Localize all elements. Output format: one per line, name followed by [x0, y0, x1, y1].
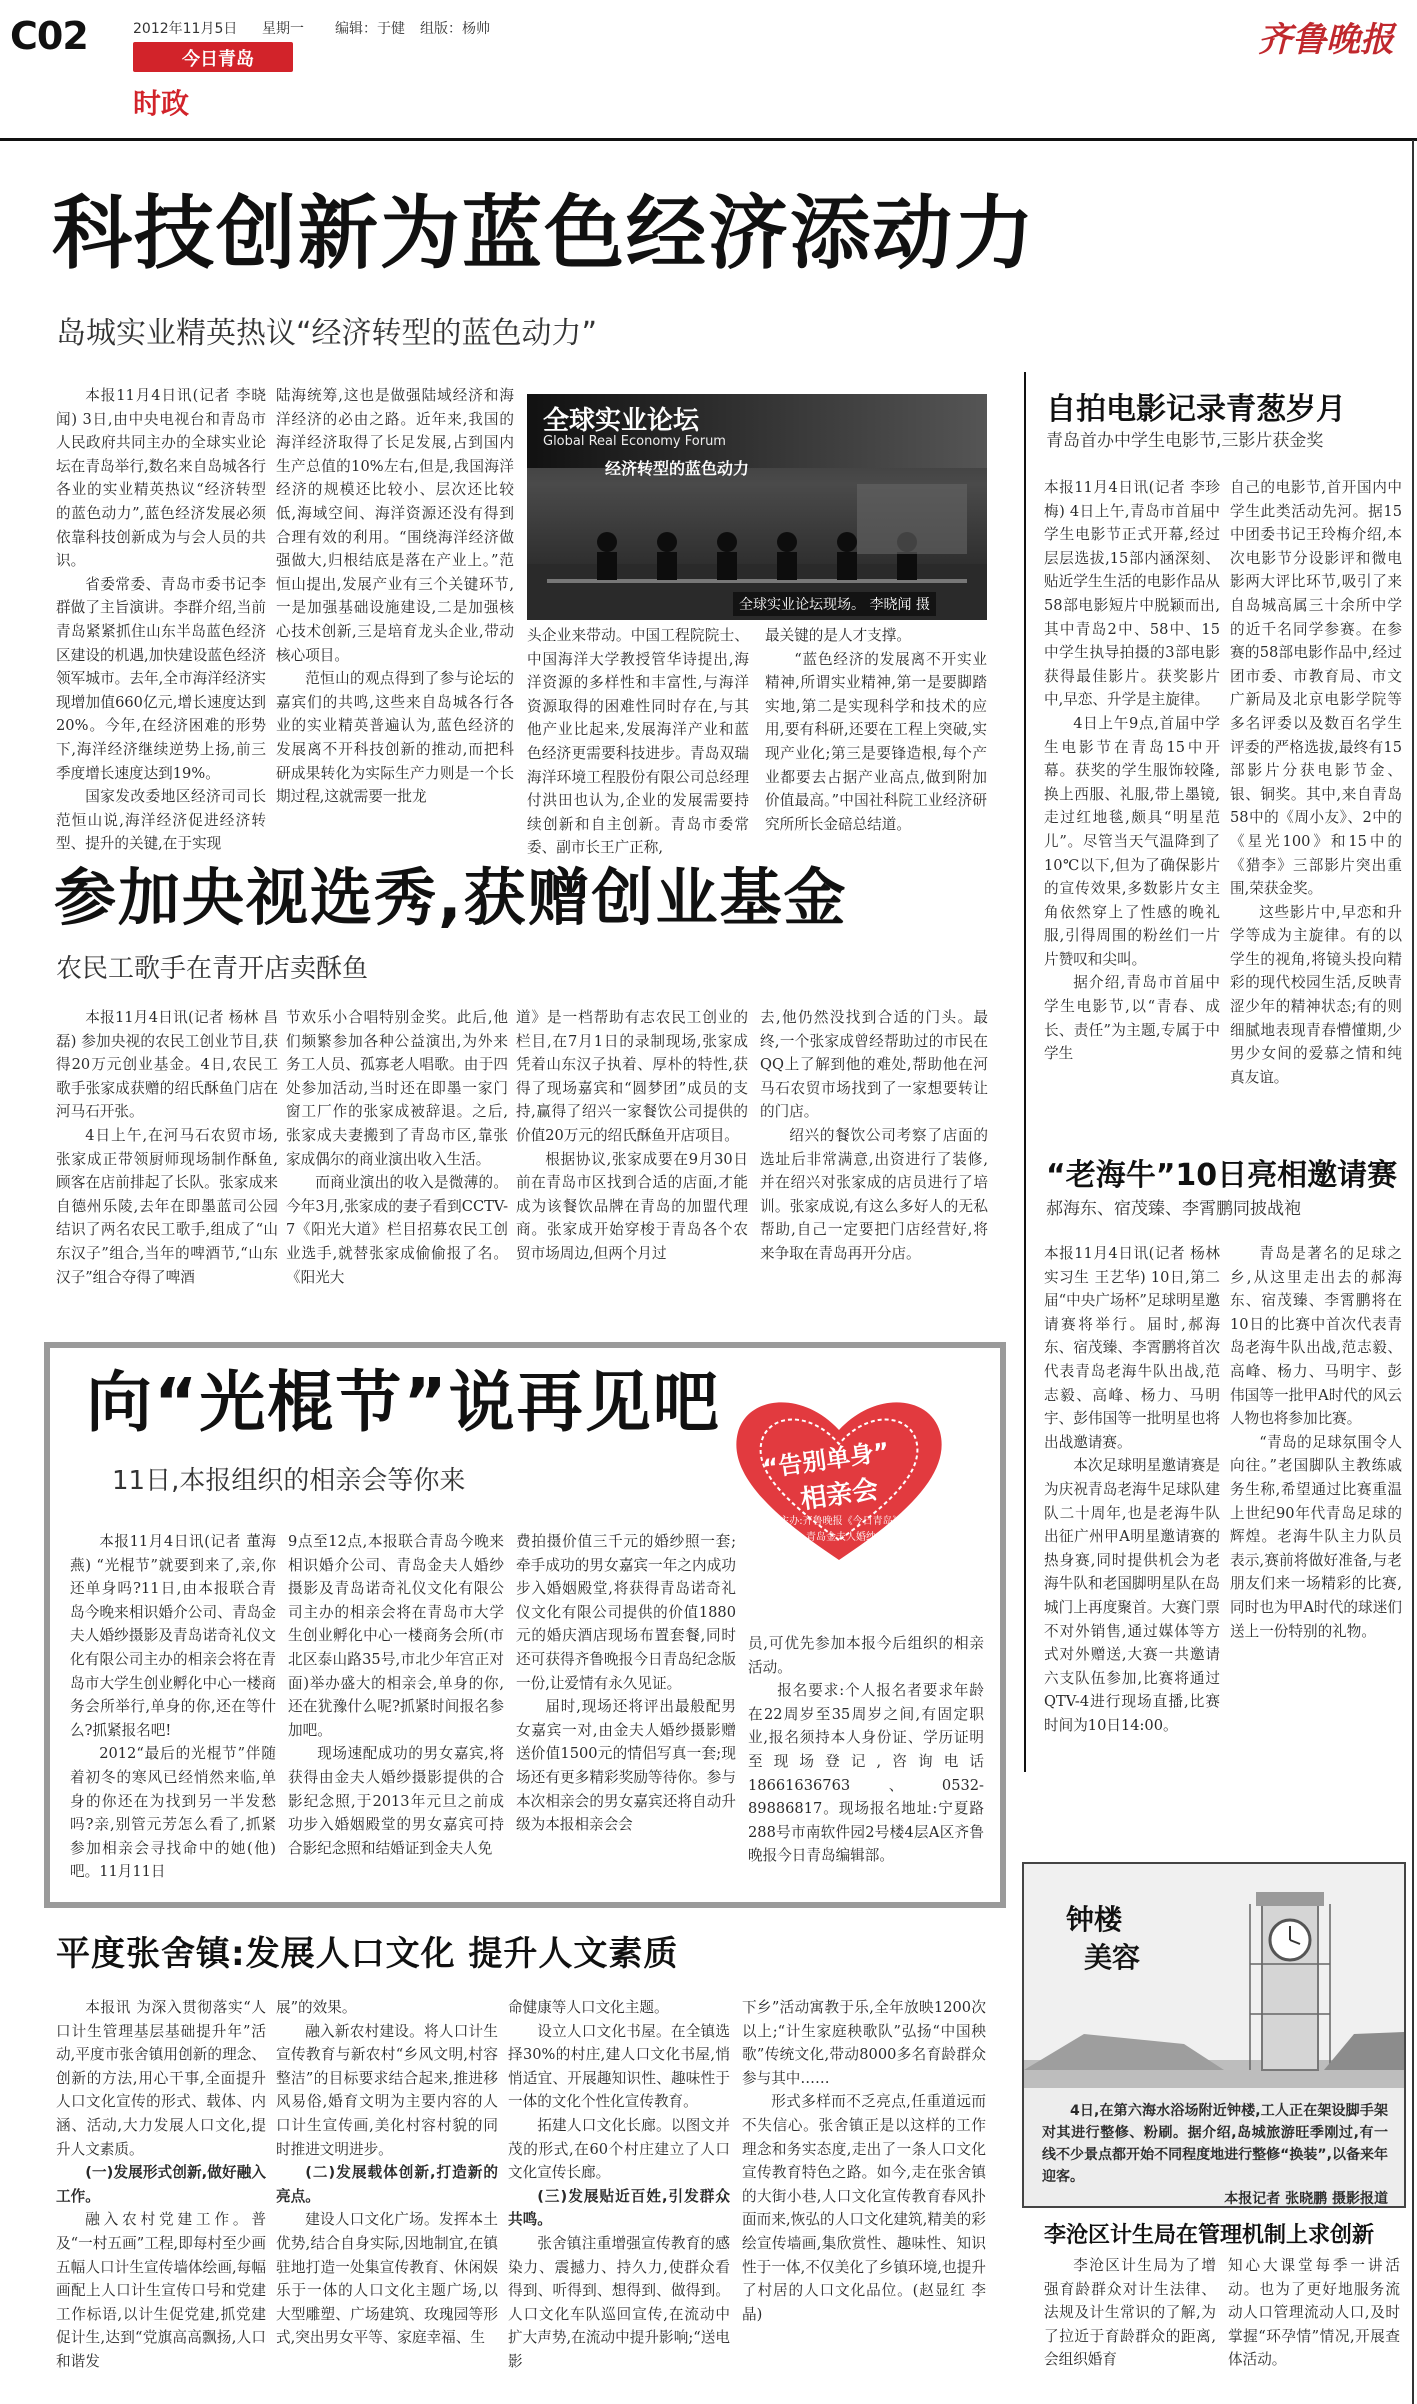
stamp-organizer: 主办:齐鲁晚报《今日青岛》	[779, 1516, 903, 1527]
lead-paragraph: “蓝色经济的发展离不开实业精神,所谓实业精神,第一是要脚踏实地,第二是实现科学和技术的应用,要有科研,还要在工程上突破,实现产业化;第三是要锋造根,每个产业都要去占据产业高点,做到附加价值最高。”中国社科院工业经济研究所所长金碚总结道。	[765, 650, 987, 833]
fourth-paragraph: 下乡”活动寓教于乐,全年放映1200次以上;“计生家庭秧歌队”弘扬“中国秧歌”传统文化,带动8000多名育龄群众参与其中……	[742, 1999, 986, 2087]
licang-paragraph: 知心大课堂每季一讲活动。也为了更好地服务流动人口管理流动人口,及时掌握“环孕情”情况,开展查体活动。	[1228, 2257, 1400, 2369]
photo-box-title-2: 美容	[1084, 1941, 1141, 1974]
category-label: 时政	[133, 87, 190, 120]
licang-column-1	[1044, 2254, 1216, 2400]
fourth-paragraph: 展”的效果。	[276, 1999, 357, 2016]
lead-column-3	[527, 624, 749, 857]
lead-headline: 科技创新为蓝色经济添动力	[52, 187, 1036, 280]
second-paragraph: 本报11月4日讯(记者 杨林 昌磊) 参加央视的农民工创业节目,获得20万元创业基金。4日,农民工歌手张家成获赠的绍氏酥鱼门店在河马石开张。	[56, 1009, 278, 1121]
third-paragraph: 2012“最后的光棍节”伴随着初冬的寒风已经悄然来临,单身的你还在为找到另一半发愁吗?亲,别管元芳怎么看了,抓紧参加相亲会寻找命中的她(他)吧。11月11日	[70, 1745, 276, 1881]
fourth-column-4	[742, 1996, 986, 2400]
third-headline: 向“光棍节”说再见吧	[86, 1364, 721, 1441]
film-column-1	[1044, 476, 1220, 1168]
forum-banner-title: 全球实业论坛	[543, 406, 700, 436]
paper-logo: 齐鲁晚报	[1258, 20, 1394, 60]
fourth-column-1	[56, 1996, 266, 2400]
fourth-subhead: (三)发展贴近百姓,引发群众共鸣。	[508, 2187, 730, 2229]
page-right-border	[1412, 140, 1414, 2404]
lead-paragraph: 最关键的是人才支撑。	[765, 627, 911, 644]
second-subhead: 农民工歌手在青开店卖酥鱼	[56, 954, 369, 984]
film-paragraph: 4日上午9点,首届中学生电影节在青岛15中开幕。获奖的学生服饰较隆,换上西服、礼服,带上墨镜,走过红地毯,颇具“明星范儿”。尽管当天气温降到了10℃以下,但为了确保影片的宣传效果,多数影片女主角依然穿上了性感的晚礼服,引得周围的粉丝们一片片赞叹和尖叫。	[1044, 714, 1220, 968]
fourth-column-2	[276, 1996, 498, 2400]
second-column-2	[286, 1006, 508, 1322]
page-weekday: 星期一	[262, 21, 304, 37]
masthead-rule	[0, 138, 1417, 141]
fourth-paragraph: 本报讯 为深入贯彻落实“人口计生管理基层基础提升年”活动,平度市张舍镇用创新的理念、创新的方法,用心干事,全面提升人口文化宣传的形式、载体、内涵、活动,大力发展人口文化,提升人文素质。	[56, 1999, 266, 2158]
lead-paragraph: 国家发改委地区经济司司长范恒山说,海洋经济促进经济转型、提升的关键,在于实现	[56, 788, 266, 853]
second-paragraph: 去,他仍然没找到合适的门头。最终,一个张家成曾经帮助过的市民在QQ上了解到他的难处,帮助他在河马石农贸市场找到了一家想要转让的门店。	[760, 1009, 988, 1121]
fourth-subhead: (二)发展载体创新,打造新的亮点。	[276, 2164, 498, 2205]
stamp-title-2: 相亲会	[798, 1474, 881, 1516]
lead-subhead: 岛城实业精英热议“经济转型的蓝色动力”	[56, 316, 598, 351]
page-date: 2012年11月5日	[133, 21, 238, 37]
lead-paragraph: 头企业来带动。中国工程院院士、中国海洋大学教授管华诗提出,海洋资源的多样性和丰富性,与海洋资源取得的困难性同时存在,与其他产业比起来,发展海洋产业和蓝色经济更需要科技进步。青岛双瑞海洋环境工程股份有限公司总经理付洪田也认为,企业的发展需要持续创新和自主创新。青岛市委常委、副市长王广正称,	[527, 627, 749, 857]
football-paragraph: “青岛的足球氛围令人向往。”老国脚队主教练戚务生称,希望通过比赛重温上世纪90年代青岛足球的辉煌。老海牛队主力队员表示,赛前将做好准备,与老朋友们来一场精彩的比赛,同时也为甲A时代的球迷们送上一份特别的礼物。	[1230, 1433, 1402, 1640]
third-subhead: 11日,本报组织的相亲会等你来	[112, 1466, 466, 1496]
third-paragraph: 报名要求:个人报名者要求年龄在22周岁至35周岁之间,有固定职业,报名须持本人身份证、学历证明至现场登记,咨询电话18661636763、0532-89886817。现场报名地址:宁夏路288号市南软件园2号楼4层A区齐鲁晚报今日青岛编辑部。	[748, 1682, 984, 1865]
lead-column-4	[765, 624, 987, 833]
film-column-2	[1230, 476, 1402, 1168]
fourth-paragraph: 建设人口文化广场。发挥本土优势,结合自身实际,因地制宜,在镇驻地打造一处集宣传教育、休闲娱乐于一体的人口文化主题广场,以大型雕塑、广场建筑、玫瑰园等形式,突出男女平等、家庭幸福、生	[276, 2211, 498, 2347]
lead-sidebar-divider	[1024, 372, 1026, 1772]
third-column-1	[70, 1530, 276, 1896]
stamp-sponsor: 青岛金夫人婚纱	[806, 1532, 876, 1543]
lead-paragraph: 本报11月4日讯(记者 李晓闻) 3日,由中央电视台和青岛市人民政府共同主办的全球实业论坛在青岛举行,数名来自岛城各行各业的实业精英热议“经济转型的蓝色动力”,蓝色经济发展必须依靠科技创新成为与会人员的共识。	[56, 387, 266, 570]
football-paragraph: 青岛是著名的足球之乡,从这里走出去的郝海东、宿茂臻、李霄鹏将在10日的比赛中首次代表青岛老海牛队出战,范志毅、高峰、杨力、马明宇、彭伟国等一批甲A时代的风云人物也将参加比赛。	[1230, 1245, 1402, 1428]
page-layout: 组版：杨帅	[420, 21, 490, 37]
second-column-3	[516, 1006, 748, 1322]
third-paragraph: 届时,现场还将评出最般配男女嘉宾一对,由金夫人婚纱摄影赠送价值1500元的情侣写真一套;现场还有更多精彩奖励等待你。参与本次相亲会的男女嘉宾还将自动升级为本报相亲会会	[516, 1698, 736, 1834]
third-paragraph: 9点至12点,本报联合青岛今晚来相识婚介公司、青岛金夫人婚纱摄影及青岛诺奇礼仪文化有限公司主办的相亲会将在青岛市大学生创业孵化中心一楼商务会所(市北区泰山路35号,市北少年宫正对面)举办盛大的相亲会,单身的你,还在犹豫什么呢?抓紧时间报名参加吧。	[288, 1533, 504, 1739]
second-headline: 参加央视选秀,获赠创业基金	[54, 861, 848, 934]
film-paragraph: 本报11月4日讯(记者 李珍梅) 4日上午,青岛市首届中学生电影节正式开幕,经过层层选拔,15部内涵深刻、贴近学生生活的电影作品从58部电影短片中脱颖而出,其中青岛2中、58中、15中学生执导拍摄的3部电影获得最佳影片。获奖影片中,早恋、升学是主旋律。	[1044, 479, 1220, 709]
fourth-subhead: (一)发展形式创新,做好融入工作。	[56, 2164, 266, 2205]
fourth-column-3	[508, 1996, 730, 2400]
fourth-paragraph: 融入农村党建工作。普及“一村五画”工程,即每村至少画五幅人口计生宣传墙体绘画,每幅画配上人口计生宣传口号和党建工作标语,以计生促党建,抓党建促计生,达到“党旗高高飘扬,人口和谐发	[56, 2211, 266, 2370]
fourth-paragraph: 融入新农村建设。将人口计生宣传教育与新农村“乡风文明,村容整洁”的目标要求结合起来,推进移风易俗,婚育文明为主要内容的人口计生宣传画,美化村容村貌的同时推进文明进步。	[276, 2022, 498, 2158]
lead-paragraph: 陆海统筹,这也是做强陆域经济和海洋经济的必由之路。近年来,我国的海洋经济取得了长足发展,占到国内生产总值的10%左右,但是,我国海洋经济的规模还比较小、层次还比较低,海域空间、海洋资源还没有得到合理有效的利用。“围绕海洋经济做强做大,归根结底是落在产业上。”范恒山提出,发展产业有三个关键环节,一是加强基础设施建设,二是加强核心技术创新,三是培育龙头企业,带动核心项目。	[276, 387, 514, 664]
lead-paragraph: 范恒山的观点得到了参与论坛的嘉宾们的共鸣,这些来自岛城各行各业的实业精英普遍认为,蓝色经济的发展离不开科技创新的推动,而把科研成果转化为实际生产力则是一个长期过程,这就需要一批龙	[276, 670, 514, 806]
fourth-paragraph: 形式多样而不乏亮点,任重道远而不失信心。张舍镇正是以这样的工作理念和务实态度,走出了一条人口文化宣传教育特色之路。如今,走在张舍镇的大街小巷,人口文化宣传教育春风扑面而来,恢弘的人口文化建筑,精美的彩绘宣传墙画,集欣赏性、趣味性、知识性于一体,不仅美化了乡镇环境,也提升了村居的人口文化品位。(赵显红 李晶)	[742, 2093, 986, 2323]
second-paragraph: 而商业演出的收入是微薄的。今年3月,张家成的妻子看到CCTV-7《阳光大道》栏目招募农民工创业选手,就替张家成偷偷报了名。《阳光大	[286, 1174, 508, 1286]
film-headline: 自拍电影记录青葱岁月	[1046, 392, 1346, 427]
film-paragraph: 据介绍,青岛市首届中学生电影节,以“青春、成长、责任”为主题,专属于中学生	[1044, 974, 1220, 1063]
film-paragraph: 自己的电影节,首开国内中学生此类活动先河。据15中团委书记王玲梅介绍,本次电影节分设影评和微电影两大评比环节,吸引了来自岛城高属三十余所中学的近千名同学参赛。在参赛的58部电影作品中,经过团市委、市教育局、市文广新局及北京电影学院等多名评委以及数百名学生评委的严格选拔,最终有15部影片分获电影节金、银、铜奖。其中,来自青岛58中的《周小友》、2中的《星光100》和15中的《猎李》三部影片突出重围,荣获金奖。	[1230, 479, 1402, 898]
third-column-2	[288, 1530, 504, 1896]
second-paragraph: 4日上午,在河马石农贸市场,张家成正带领厨师现场制作酥鱼,顾客在店前排起了长队。张家成来自德州乐陵,去年在即墨蓝司公园结识了两名农民工歌手,组成了“山东汉子”组合,当年的啤酒节,“山东汉子”组合夺得了啤酒	[56, 1126, 278, 1286]
forum-banner-theme: 经济转型的蓝色动力	[605, 459, 750, 478]
third-column-3	[516, 1530, 736, 1896]
second-column-4	[760, 1006, 988, 1322]
photo-box-credit: 本报记者 张晓鹏 摄影报道	[1224, 2191, 1388, 2207]
photo-box-caption-text: 4日,在第六海水浴场附近钟楼,工人正在架设脚手架对其进行整修、粉刷。据介绍,岛城旅游旺季刚过,有一线不少景点都开始不同程度地进行整修“换装”,以备来年迎客。	[1042, 2103, 1388, 2185]
football-paragraph: 本报11月4日讯(记者 杨林 实习生 王艺华) 10日,第二届“中央广场杯”足球明星邀请赛将举行。届时,郝海东、宿茂臻、李霄鹏将首次代表青岛老海牛队出战,范志毅、高峰、杨力、马明宇、彭伟国等一批明星也将出战邀请赛。	[1044, 1245, 1220, 1451]
fourth-paragraph: 命健康等人口文化主题。	[508, 1999, 669, 2016]
forum-photo-caption: 全球实业论坛现场。 李晓闻 摄	[733, 592, 936, 616]
lead-paragraph: 省委常委、青岛市委书记李群做了主旨演讲。李群介绍,当前青岛紧紧抓住山东半岛蓝色经济区建设的机遇,加快建设蓝色经济领军城市。去年,全市海洋经济实现增加值660亿元,增长速度达到20%。今年,在经济困难的形势下,海洋经济继续逆势上扬,前三季度增长速度达到19%。	[56, 575, 266, 782]
licang-column-2	[1228, 2254, 1400, 2400]
stamp-title-1: “告别单身”	[761, 1437, 892, 1483]
football-column-1	[1044, 1242, 1220, 1860]
film-subhead: 青岛首办中学生电影节,三影片获金奖	[1046, 431, 1324, 451]
section-label: 今日青岛	[182, 49, 254, 70]
football-column-2	[1230, 1242, 1402, 1860]
film-paragraph: 这些影片中,早恋和升学等成为主旋律。有的以学生的视角,将镜头投向精彩的现代校园生活,反映青涩少年的精神状态;有的则细腻地表现青春懵懂期,少男少女间的爱慕之情和纯真友谊。	[1230, 903, 1402, 1086]
page-editor: 编辑：于健	[335, 21, 405, 37]
photo-box-caption	[1042, 2100, 1388, 2207]
licang-headline: 李沧区计生局在管理机制上求创新	[1044, 2223, 1375, 2248]
football-headline: “老海牛”10日亮相邀请赛	[1046, 1158, 1398, 1193]
second-paragraph: 根据协议,张家成要在9月30日前在青岛市区找到合适的店面,才能成为该餐饮品牌在青岛的加盟代理商。张家成开始穿梭于青岛各个农贸市场周边,但两个月过	[516, 1150, 748, 1262]
second-paragraph: 道》是一档帮助有志农民工创业的栏目,在7月1日的录制现场,张家成凭着山东汉子执着、厚朴的特性,获得了现场嘉宾和“圆梦团”成员的支持,赢得了绍兴一家餐饮公司提供的价值20万元的绍氏酥鱼开店项目。	[516, 1009, 748, 1144]
second-paragraph: 节欢乐小合唱特别金奖。此后,他们频繁参加各种公益演出,为外来务工人员、孤寡老人唱歌。由于四处参加活动,当时还在即墨一家门窗工厂作的张家成被辞退。之后,张家成夫妻搬到了青岛市区,靠张家成偶尔的商业演出收入生活。	[286, 1009, 508, 1168]
second-column-1	[56, 1006, 278, 1322]
lead-column-2	[276, 384, 514, 824]
licang-paragraph: 李沧区计生局为了增强育龄群众对计生法律、法规及计生常识的了解,为了拉近于育龄群众的距离,会组织婚育	[1044, 2257, 1216, 2369]
fourth-headline: 平度张舍镇:发展人口文化 提升人文素质	[56, 1934, 679, 1974]
third-column-4	[748, 1632, 984, 1896]
third-paragraph: 现场速配成功的男女嘉宾,将获得由金夫人婚纱摄影提供的合影纪念照,于2013年元旦之前成功步入婚姻殿堂的男女嘉宾可持合影纪念照和结婚证到金夫人免	[288, 1745, 504, 1857]
fourth-paragraph: 张舍镇注重增强宣传教育的感染力、震撼力、持久力,使群众看得到、听得到、想得到、做得到。人口文化车队巡回宣传,在流动中扩大声势,在流动中提升影响;“送电影	[508, 2234, 730, 2370]
lead-column-1	[56, 384, 266, 853]
third-paragraph: 费拍摄价值三千元的婚纱照一套;牵手成功的男女嘉宾一年之内成功步入婚姻殿堂,将获得青岛诺奇礼仪文化有限公司提供的价值1880元的婚庆酒店现场布置套餐,同时还可获得齐鲁晚报今日青岛纪念版一份,让爱情有永久见证。	[516, 1533, 736, 1692]
photo-box-title-1: 钟楼	[1066, 1903, 1123, 1936]
fourth-paragraph: 拓建人口文化长廊。以图文并茂的形式,在60个村庄建立了人口文化宣传长廊。	[508, 2116, 730, 2182]
football-subhead: 郝海东、宿茂臻、李霄鹏同披战袍	[1046, 1199, 1301, 1219]
fourth-paragraph: 设立人口文化书屋。在全镇选择30%的村庄,建人口文化书屋,悄悄适宜、开展趣知识性、趣味性于一体的文化个性化宣传教育。	[508, 2022, 730, 2111]
clock-tower-photo-box	[1022, 1862, 1406, 2208]
page-code: C02	[10, 14, 88, 58]
third-paragraph: 本报11月4日讯(记者 董海燕) “光棍节”就要到来了,亲,你还单身吗?11日,由本报联合青岛今晚来相识婚介公司、青岛金夫人婚纱摄影及青岛诺奇礼仪文化有限公司主办的相亲会将在青岛市大学生创业孵化中心一楼商务会所举行,单身的你,还在等什么?抓紧报名吧!	[70, 1533, 276, 1739]
second-paragraph: 绍兴的餐饮公司考察了店面的选址后非常满意,出资进行了装修,并在绍兴对张家成的店员进行了培训。张家成说,有这么多好人的无私帮助,自己一定要把门店经营好,将来争取在青岛再开分店。	[760, 1126, 988, 1262]
forum-banner-english: Global Real Economy Forum	[543, 434, 726, 449]
forum-photo	[527, 394, 987, 620]
third-paragraph: 员,可优先参加本报今后组织的相亲活动。	[748, 1635, 984, 1676]
football-paragraph: 本次足球明星邀请赛是为庆祝青岛老海牛足球队建队二十周年,也是老海牛队出征广州甲A明星邀请赛的热身赛,同时提供机会为老海牛队和老国脚明星队在岛城门上再度聚首。大赛门票不对外销售,通过媒体等方式对外赠送,大赛一共邀请六支队伍参加,比赛将通过QTV-4进行现场直播,比赛时间为10日14:00。	[1044, 1457, 1220, 1734]
